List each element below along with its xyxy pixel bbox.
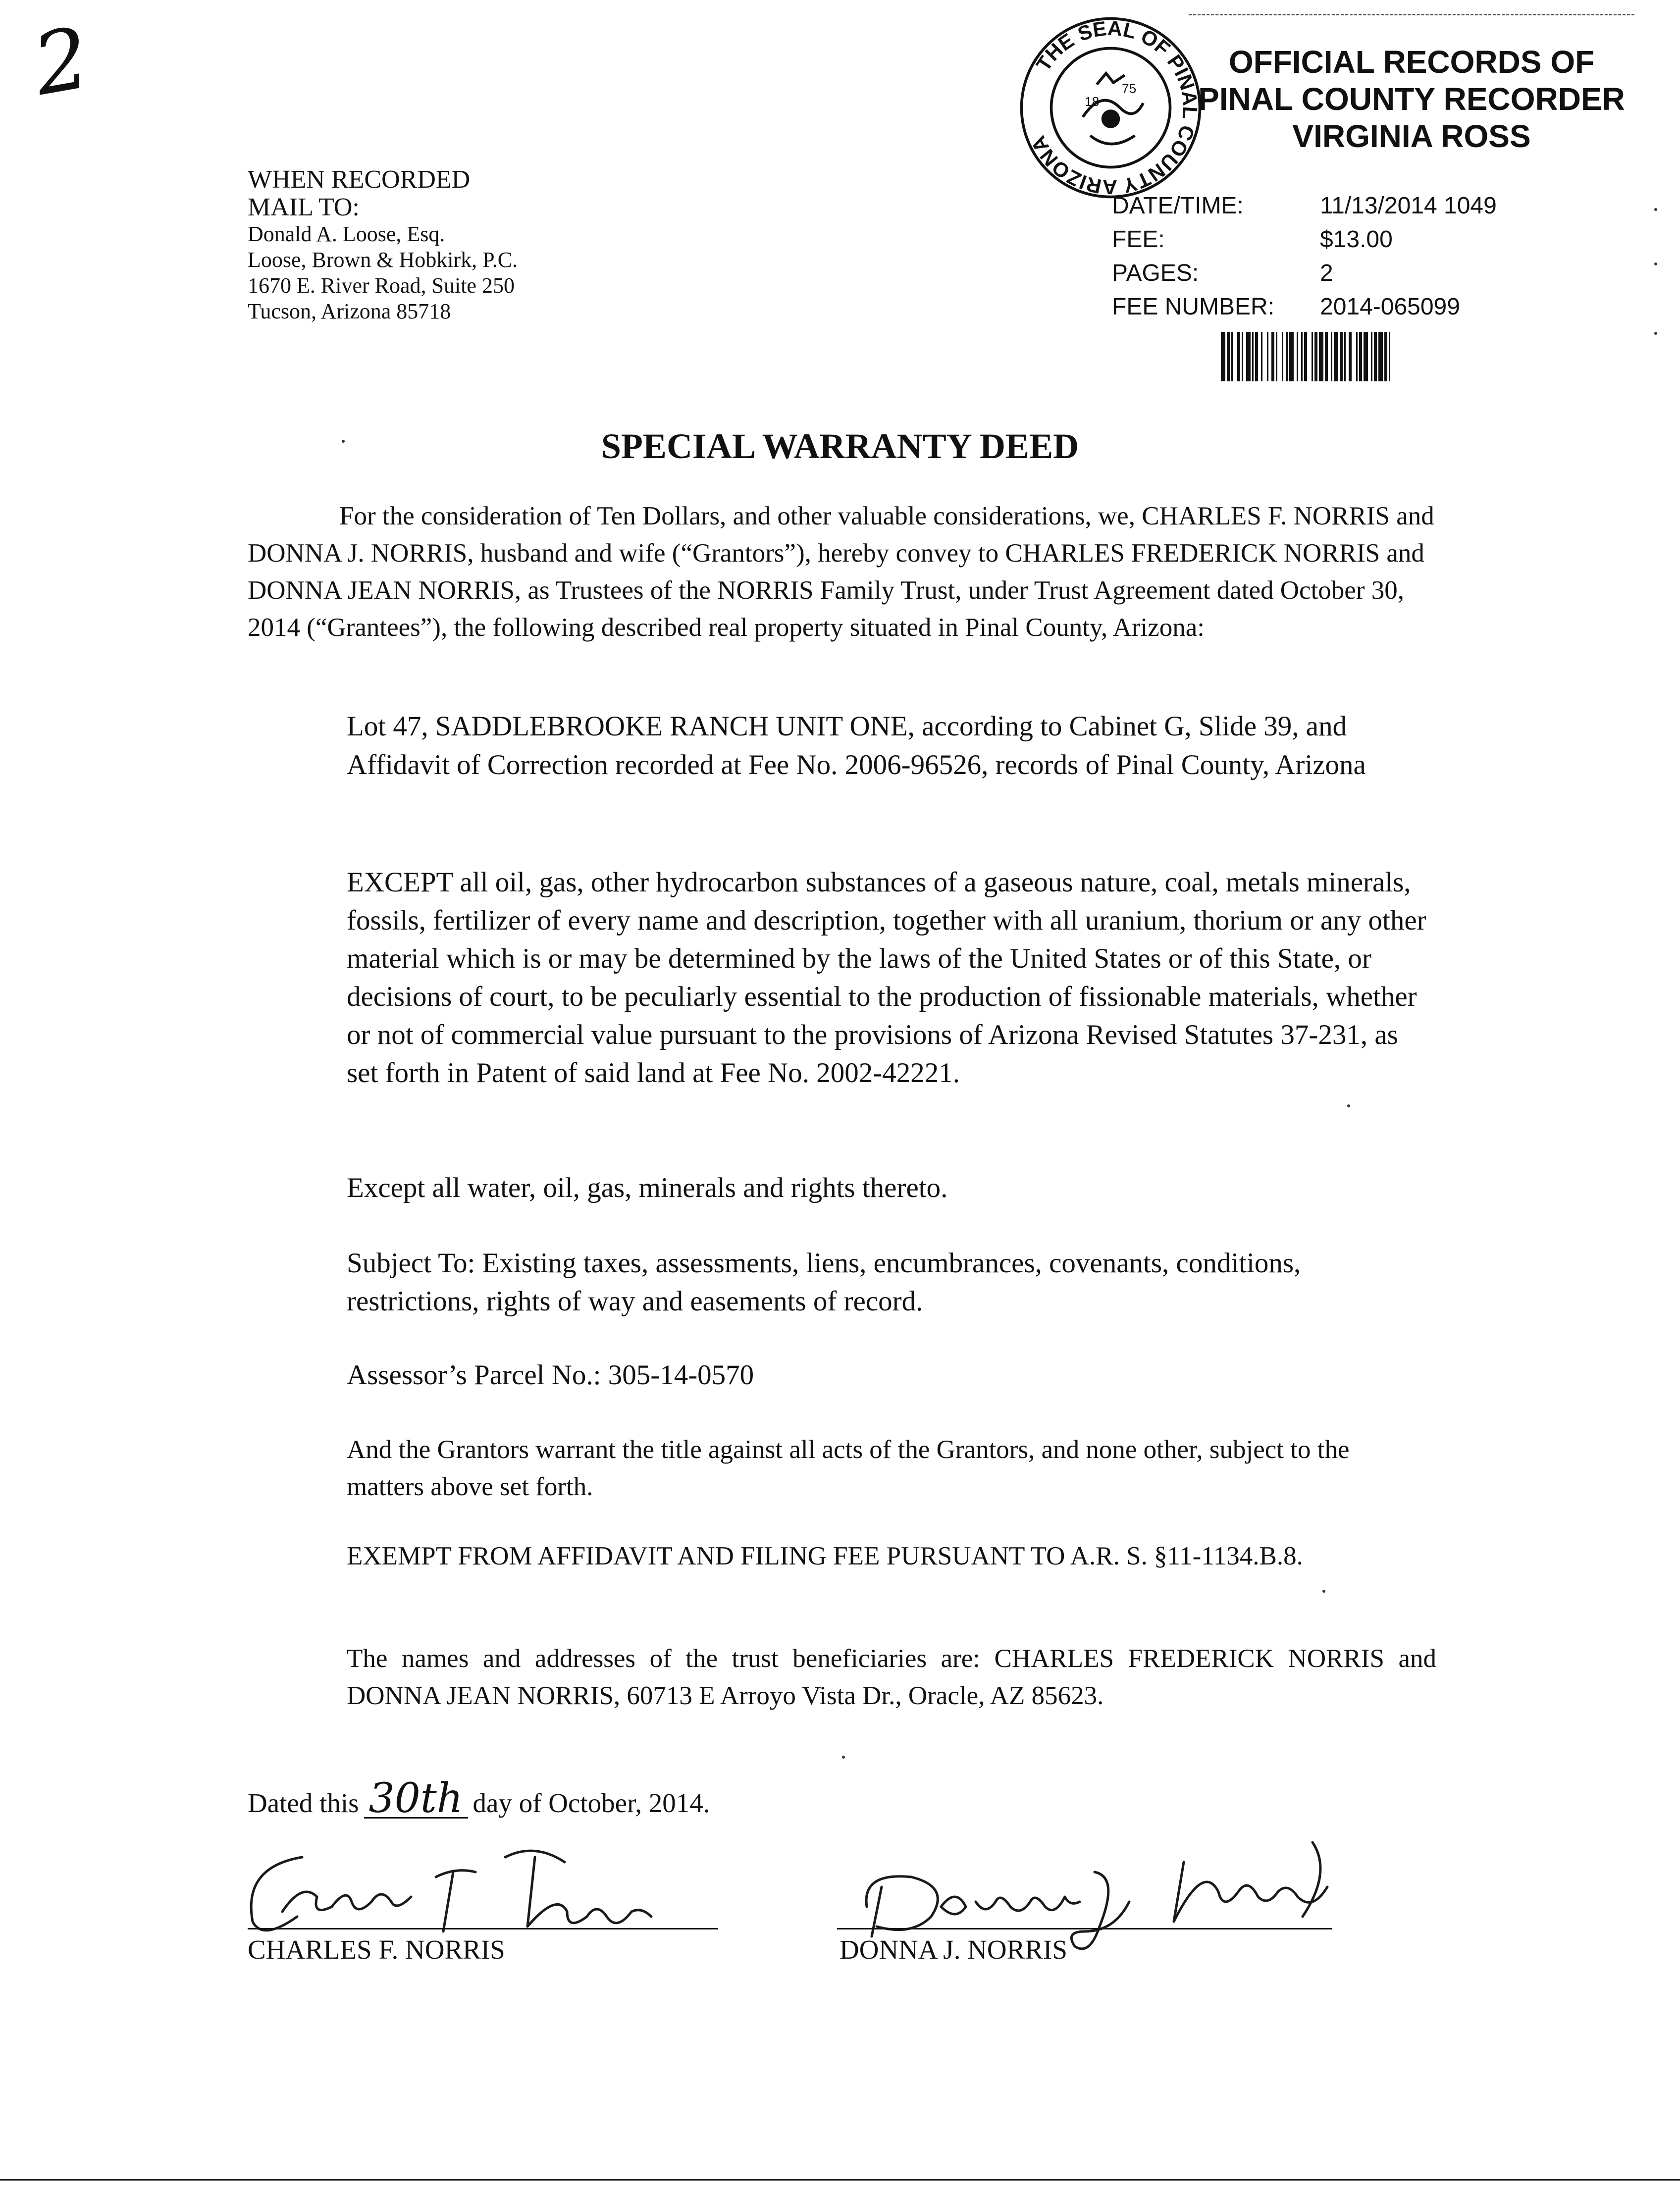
barcode-bar — [1282, 332, 1283, 381]
barcode-bar — [1227, 332, 1230, 381]
barcode-bar — [1255, 332, 1258, 381]
barcode-bar — [1304, 332, 1307, 381]
recording-row — [1112, 257, 1497, 290]
barcode-bar — [1246, 332, 1251, 381]
mail-to-city: Tucson, Arizona 85718 — [248, 299, 451, 323]
mail-to-heading-line1: WHEN RECORDED — [248, 165, 471, 194]
scan-speck — [1654, 208, 1657, 211]
signatory-name-charles: CHARLES F. NORRIS — [248, 1934, 505, 1965]
barcode-bar — [1325, 332, 1328, 381]
barcode-bar — [1364, 332, 1368, 381]
dated-suffix: day of October, 2014. — [472, 1788, 710, 1818]
recording-value: 2 — [1320, 260, 1333, 286]
intro-paragraph: For the consideration of Ten Dollars, and other valuable considerations, we, CHARLES F. NORRIS and DONNA J. NORRIS, husband and wife (“Grantors”), hereby convey to CHARLES FREDERICK NORRIS and DONNA JEAN NORRIS, as Trustees of the NORRIS Family Trust, under Trust Agreement dated October 30, 2014 (“Grantees”), the following described real property situated in Pinal County, Arizona: — [248, 502, 1434, 642]
scan-speck — [842, 1756, 845, 1759]
dated-line — [248, 1775, 710, 1822]
recording-label: FEE NUMBER: — [1112, 294, 1275, 320]
recording-row — [1112, 290, 1497, 324]
exemption-clause: EXEMPT FROM AFFIDAVIT AND FILING FEE PURSUANT TO A.R. S. §11-1134.B.8. — [347, 1542, 1303, 1570]
recorder-line3: VIRGINIA ROSS — [1292, 118, 1531, 154]
deed-title: SPECIAL WARRANTY DEED — [601, 426, 1079, 466]
recording-value: 11/13/2014 1049 — [1320, 193, 1497, 219]
seal-ring-text: THE SEAL OF PINAL COUNTY ARIZONA — [1026, 16, 1202, 199]
scan-speck — [342, 440, 345, 443]
barcode-bar — [1289, 332, 1294, 381]
recording-row — [1112, 223, 1497, 257]
scan-speck — [1654, 262, 1657, 265]
barcode-bar — [1356, 332, 1358, 381]
recorder-title — [1181, 44, 1642, 155]
recording-value: $13.00 — [1320, 226, 1393, 253]
barcode-bar — [1314, 332, 1317, 381]
barcode-bar — [1344, 332, 1346, 381]
mail-to-block — [248, 166, 518, 324]
svg-text:THE SEAL OF PINAL COUNTY ARIZO — [1027, 17, 1202, 199]
mail-to-firm: Loose, Brown & Hobkirk, P.C. — [248, 248, 518, 272]
barcode-icon — [1221, 332, 1543, 381]
subject-to-clause: Subject To: Existing taxes, assessments, liens, encumbrances, covenants, conditions, restrictions, rights of way and easements of record. — [347, 1248, 1301, 1317]
barcode-bar — [1331, 332, 1332, 381]
barcode-bar — [1378, 332, 1383, 381]
mail-to-name: Donald A. Loose, Esq. — [248, 222, 445, 246]
barcode-bar — [1297, 332, 1298, 381]
barcode-bar — [1312, 332, 1313, 381]
barcode-bar — [1301, 332, 1303, 381]
barcode-bar — [1221, 332, 1225, 381]
dated-day-handwritten: 30th — [364, 1780, 468, 1819]
beneficiaries-clause: The names and addresses of the trust beneficiaries are: CHARLES FREDERICK NORRIS and DONNA JEAN NORRIS, 60713 E Arroyo Vista Dr., Oracle, AZ 85623. — [347, 1644, 1436, 1710]
page-number: 2 — [26, 9, 97, 115]
barcode-bar — [1237, 332, 1240, 381]
recording-row — [1112, 189, 1497, 223]
barcode-bar — [1242, 332, 1243, 381]
scan-speck — [1347, 1104, 1350, 1107]
county-seal-icon — [1018, 15, 1204, 201]
mineral-exception: EXCEPT all oil, gas, other hydrocarbon substances of a gaseous nature, coal, metals minerals, fossils, fertilizer of every name and description, together with all uranium, thorium or any other material which is or may be determined by the laws of the United States or of this State, or decisions of court, to be peculiarly essential to the production of fissionable materials, whether or not of commercial value pursuant to the provisions of Arizona Revised Statutes 37-231, as set forth in Patent of said land at Fee No. 2002-42221. — [347, 867, 1426, 1089]
barcode-bar — [1261, 332, 1262, 381]
barcode-bar — [1359, 332, 1362, 381]
top-rule — [1189, 14, 1634, 15]
signatory-name-donna: DONNA J. NORRIS — [840, 1934, 1067, 1965]
barcode-bar — [1389, 332, 1390, 381]
signature-line — [837, 1928, 1332, 1929]
barcode-bar — [1252, 332, 1254, 381]
seal-year-left: 18 — [1085, 94, 1100, 109]
scan-edge-rule — [0, 2179, 1680, 2181]
barcode-bar — [1267, 332, 1268, 381]
lot-description: Lot 47, SADDLEBROOKE RANCH UNIT ONE, according to Cabinet G, Slide 39, and Affidavit of Correction recorded at Fee No. 2006-96526, records of Pinal County, Arizona — [347, 711, 1366, 781]
barcode-bar — [1334, 332, 1338, 381]
warranty-clause: And the Grantors warrant the title against all acts of the Grantors, and none other, subject to the matters above set forth. — [347, 1435, 1350, 1501]
scan-speck — [1322, 1590, 1325, 1593]
recording-label: PAGES: — [1112, 260, 1199, 286]
recording-info — [1112, 189, 1497, 324]
recording-label: DATE/TIME: — [1112, 193, 1244, 219]
seal-year-right: 75 — [1122, 81, 1137, 96]
recorder-line2: PINAL COUNTY RECORDER — [1198, 81, 1625, 117]
barcode-bar — [1340, 332, 1343, 381]
barcode-bar — [1384, 332, 1387, 381]
barcode-bar — [1231, 332, 1233, 381]
signature-donna-icon — [837, 1832, 1372, 2001]
barcode-bar — [1286, 332, 1288, 381]
assessor-parcel-number: Assessor’s Parcel No.: 305-14-0570 — [347, 1359, 754, 1391]
mail-to-heading-line2: MAIL TO: — [248, 193, 360, 221]
mail-to-address: 1670 E. River Road, Suite 250 — [248, 273, 515, 298]
barcode-bar — [1374, 332, 1377, 381]
dated-prefix: Dated this — [248, 1788, 359, 1818]
scan-speck — [1654, 332, 1657, 335]
recording-value: 2014-065099 — [1320, 294, 1460, 320]
recorder-line1: OFFICIAL RECORDS OF — [1228, 44, 1595, 80]
recording-label: FEE: — [1112, 226, 1165, 253]
barcode-bar — [1276, 332, 1277, 381]
barcode-bar — [1349, 332, 1352, 381]
signature-line — [248, 1928, 718, 1929]
barcode-bar — [1371, 332, 1372, 381]
barcode-bar — [1319, 332, 1323, 381]
water-exception: Except all water, oil, gas, minerals and rights thereto. — [347, 1172, 948, 1203]
barcode-bar — [1271, 332, 1274, 381]
